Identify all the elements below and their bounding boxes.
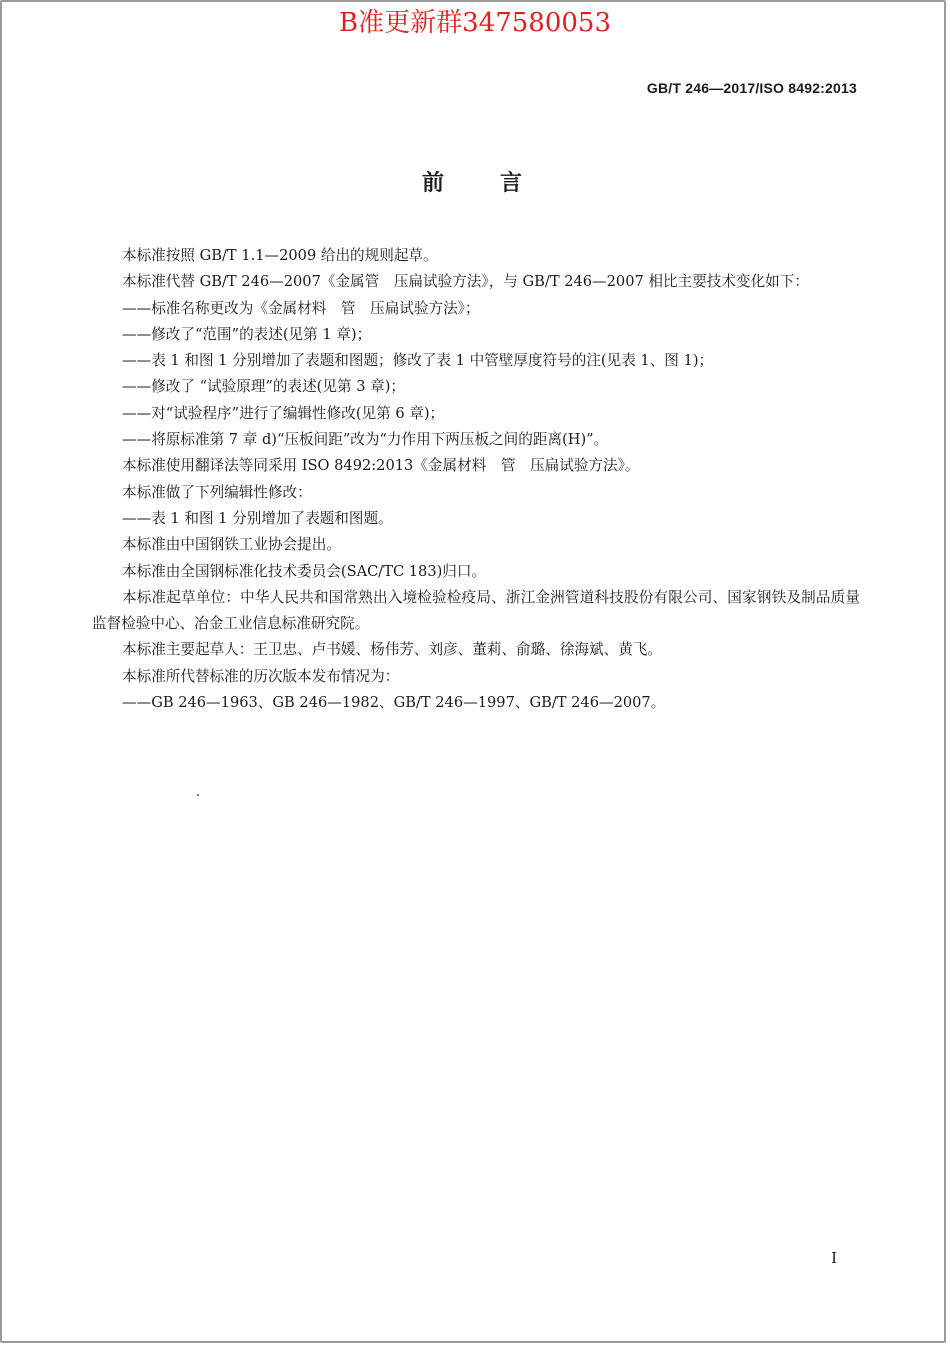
list-item-change-scope: ——修改了“范围”的表述(见第 1 章)； (122, 325, 372, 343)
paragraph-editorial: 本标准做了下列编辑性修改： (122, 483, 312, 501)
stray-dot (197, 794, 199, 796)
list-item-change-table-figure: ——表 1 和图 1 分别增加了表题和图题；修改了表 1 中管壁厚度符号的注(见表 1、图 1)； (122, 352, 714, 370)
paragraph-drafting-units: 本标准起草单位：中华人民共和国常熟出入境检验检疫局、浙江金洲管道科技股份有限公司、国家钢铁及制品质量监督检验中心、冶金工业信息标准研究院。 (92, 588, 860, 633)
page-title: 前言 (421, 171, 578, 196)
list-item-editorial-change: ——表 1 和图 1 分别增加了表题和图题。 (122, 509, 393, 527)
paragraph-proposed-by: 本标准由中国钢铁工业协会提出。 (122, 536, 341, 554)
list-item-change-distance: ——将原标准第 7 章 d)“压板间距”改为“力作用下两压板之间的距离(H)”。 (122, 431, 609, 449)
list-item-change-name: ——标准名称更改为《金属材料 管 压扁试验方法》； (122, 299, 480, 317)
paragraph-centralized-by: 本标准由全国钢标准化技术委员会(SAC/TC 183)归口。 (122, 562, 487, 580)
paragraph-replaces: 本标准代替 GB/T 246—2007《金属管 压扁试验方法》，与 GB/T 246—2007 相比主要技术变化如下： (122, 273, 809, 291)
document-body (92, 243, 860, 716)
page-number: I (831, 1249, 837, 1267)
list-item-change-procedure: ——对“试验程序”进行了编辑性修改(见第 6 章)； (122, 404, 445, 422)
standard-code: GB/T 246—2017/ISO 8492:2013 (646, 80, 857, 96)
list-item-history-versions: ——GB 246—1963、GB 246—1982、GB/T 246—1997、GB/T 246—2007。 (122, 694, 666, 712)
watermark-text: B准更新群347580053 (339, 8, 611, 38)
paragraph-drafting-rules: 本标准按照 GB/T 1.1—2009 给出的规则起草。 (122, 247, 438, 264)
paragraph-drafters: 本标准主要起草人：王卫忠、卢书媛、杨伟芳、刘彦、董莉、俞璐、徐海斌、黄飞。 (122, 641, 662, 659)
paragraph-adoption: 本标准使用翻译法等同采用 ISO 8492:2013《金属材料 管 压扁试验方法》。 (122, 457, 640, 475)
list-item-change-principle: ——修改了 “试验原理”的表述(见第 3 章)； (122, 378, 406, 396)
paragraph-history-intro: 本标准所代替标准的历次版本发布情况为： (122, 667, 400, 685)
